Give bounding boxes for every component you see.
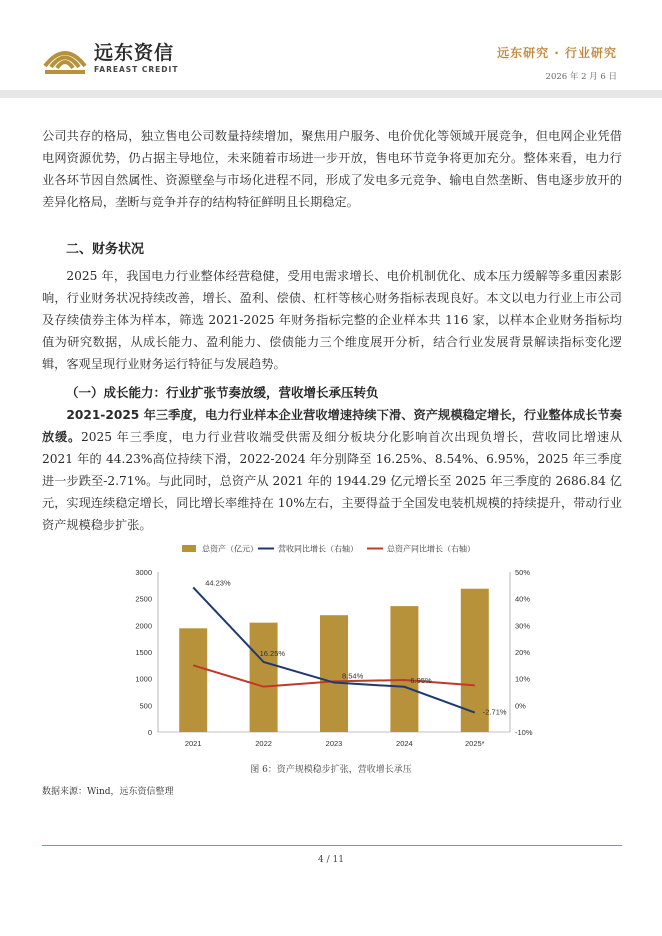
growth-paragraph — [42, 404, 622, 536]
legend-label-3: 总资产同比增长（右轴） — [387, 544, 475, 554]
right-tick-label: 10% — [515, 674, 531, 684]
data-label: 8.54% — [342, 671, 364, 681]
legend-label-1: 总资产（亿元） — [202, 544, 258, 554]
right-tick-label: 50% — [515, 568, 531, 577]
left-tick-label: 2000 — [135, 621, 152, 631]
page-header — [0, 0, 662, 100]
data-source: 数据来源：Wind，远东资信整理 — [42, 787, 174, 797]
x-tick-label: 2021 — [184, 739, 202, 748]
right-tick-label: 40% — [515, 594, 531, 604]
data-label: 6.95% — [410, 675, 432, 685]
right-tick-label: 20% — [515, 648, 531, 657]
page-number: 4 / 11 — [318, 855, 344, 865]
right-tick-label: -10% — [515, 728, 533, 737]
footer-divider — [42, 845, 622, 846]
bar-total-assets — [179, 628, 207, 732]
data-label: 16.25% — [259, 649, 286, 658]
x-tick-label: 2025* — [464, 739, 485, 748]
data-label: 44.23% — [205, 578, 231, 588]
x-tick-label: 2024 — [396, 739, 413, 748]
report-date: 2026 年 2 月 6 日 — [545, 72, 617, 82]
header-divider — [0, 90, 662, 98]
x-tick-label: 2022 — [255, 739, 272, 748]
sub-heading: （一）成长能力：行业扩张节奏放缓，营收增长承压转负 — [66, 385, 379, 400]
left-tick-label: 0 — [147, 728, 152, 737]
growth-chart — [130, 540, 540, 750]
logo-english-name: FAREAST CREDIT — [94, 64, 179, 74]
growth-detail-text: 2025 年三季度，电力行业营收端受供需及细分板块分化影响首次出现负增长，营收同比增速从 2021 年的 44.23%高位持续下滑，2022-2024 年分别降至 16.25%、8.54%、6.95%，2025 年三季度进一步跌至-2.71%。与此同时，总资产从 2021 年的 1944.29 亿元增长至 2025 年三季度的 2686.84 亿元，实现连续稳定增长，同比增长率维持在 10%左右，主要得益于全国发电装机规模的持续提升，带动行业资产规模稳步扩张。 — [42, 430, 623, 532]
intro-paragraph: 公司共存的格局，独立售电公司数量持续增加，聚焦用户服务、电价优化等领域开展竞争，但电网企业凭借电网资源优势，仍占据主导地位，未来随着市场进一步开放，售电环节竞争将更加充分。整体来看，电力行业各环节因自然属性、资源壁垒与市场化进程不同，形成了发电多元竞争、输电自然垄断、售电逐步放开的差异化格局，垄断与竞争并存的结构特征鲜明且长期稳定。 — [42, 129, 622, 209]
logo-chinese-name: 远东资信 — [94, 41, 175, 64]
section-paragraph: 2025 年，我国电力行业整体经营稳健，受用电需求增长、电价机制优化、成本压力缓解等多重因素影响，行业财务状况持续改善，增长、盈利、偿债、杠杆等核心财务指标表现良好。本文以电力行业上市公司及存续债券主体为样本，筛选 2021-2025 年财务指标完整的企业样本共 116 家，以样本企业财务指标均值为研究数据，从成长能力、盈利能力、偿债能力三个维度展开分析，结合行业发展背景解读指标变化逻辑，客观呈现行业财务运行特征与发展趋势。 — [42, 269, 622, 371]
growth-summary-bold: 2021-2025 年三季度，电力行业样本企业营收增速持续下滑、资产规模稳定增长，行业整体成长节奏放缓。 — [42, 408, 622, 444]
legend-label-2: 营收同比增长（右轴） — [278, 544, 358, 554]
company-logo — [42, 38, 178, 78]
right-tick-label: 0% — [515, 701, 526, 711]
data-label: -2.71% — [482, 707, 507, 717]
report-series-title: 远东研究 · 行业研究 — [497, 46, 617, 60]
section-heading: 二、财务状况 — [66, 242, 145, 257]
legend-swatch-1 — [182, 545, 196, 552]
left-tick-label: 500 — [139, 701, 152, 711]
left-tick-label: 1000 — [135, 674, 152, 684]
bar-total-assets — [250, 623, 278, 732]
logo-mark-icon — [42, 38, 88, 78]
figure-caption: 图 6：资产规模稳步扩张，营收增长承压 — [250, 765, 412, 775]
bar-total-assets — [390, 606, 418, 732]
left-tick-label: 3000 — [135, 568, 152, 577]
right-tick-label: 30% — [515, 621, 531, 631]
left-tick-label: 2500 — [135, 594, 152, 604]
x-tick-label: 2023 — [325, 739, 343, 748]
left-tick-label: 1500 — [135, 648, 152, 657]
